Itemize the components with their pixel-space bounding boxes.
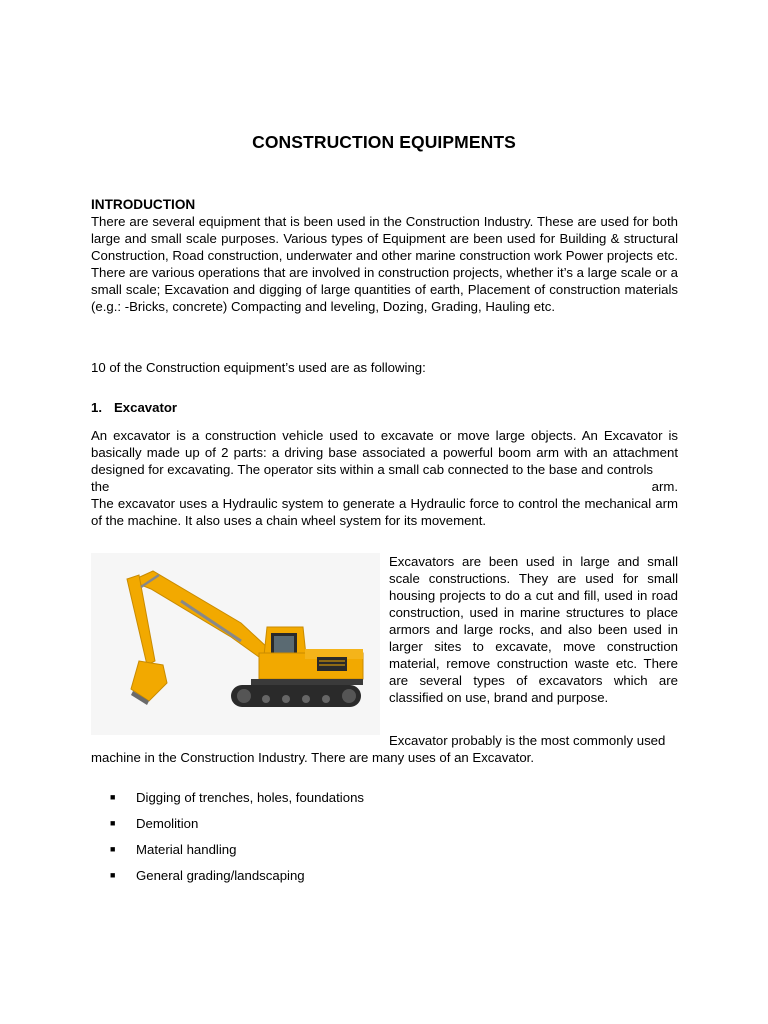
list-item [110, 841, 364, 867]
list-item [110, 867, 364, 893]
excavator-closing-line-1: Excavator probably is the most commonly used [389, 733, 666, 748]
list-intro-text: 10 of the Construction equipment’s used are as following: [91, 360, 426, 375]
introduction-section [91, 196, 678, 315]
bullet-icon: ■ [110, 792, 116, 802]
excavator-illustration [91, 553, 380, 735]
excavator-paragraph-2: The excavator uses a Hydraulic system to generate a Hydraulic force to control the mechanical arm of the machine. It also uses a chain wheel system for its movement. [91, 496, 678, 528]
list-item-text: Material handling [136, 842, 237, 857]
section-title: Excavator [114, 400, 178, 415]
list-item-text: General grading/landscaping [136, 868, 305, 883]
excavator-image [91, 553, 380, 735]
introduction-heading: INTRODUCTION [91, 197, 196, 212]
excavator-uses-list [110, 789, 364, 893]
excavator-heading [91, 399, 177, 416]
excavator-paragraph-1: An excavator is a construction vehicle used to excavate or move large objects. An Excavator is basically made up of 2 parts: a driving base associated a powerful boom arm with an attachment designed for excavating. The operator sits within a small cab connected to the base and controls [91, 428, 678, 477]
excavator-closing-line-2: machine in the Construction Industry. There are many uses of an Excavator. [91, 750, 534, 765]
excavator-uses-paragraph: Excavators are been used in large and small scale constructions. They are used for small housing projects to do a cut and fill, used in road construction, used in marine structures to place armors and large rocks, and also been used in larger sites to excavate, move construction material, remove construction waste etc. There are several types of excavators which are classified on use, brand and purpose. [389, 554, 678, 705]
list-item-text: Digging of trenches, holes, foundations [136, 790, 364, 805]
list-item [110, 815, 364, 841]
excavator-closing [91, 732, 678, 766]
bullet-icon: ■ [110, 844, 116, 854]
bullet-icon: ■ [110, 870, 116, 880]
document-title: CONSTRUCTION EQUIPMENTS [252, 132, 516, 152]
excavator-paragraph-1-lastline: the arm. [91, 479, 678, 494]
section-number: 1. [91, 400, 102, 415]
excavator-description [91, 427, 678, 529]
list-item [110, 789, 364, 815]
introduction-paragraph: There are several equipment that is been used in the Construction Industry. These are used for both large and small scale purposes. Various types of Equipment are been used for Building & structural Construction, Road construction, underwater and other marine construction work Power projects etc. There are various operations that are involved in construction projects, whether it’s a large scale or a small scale; Excavation and digging of large quantities of earth, Placement of construction materials (e.g.: -Bricks, concrete) Compacting and leveling, Dozing, Grading, Hauling etc. [91, 214, 678, 314]
list-item-text: Demolition [136, 816, 199, 831]
bullet-icon: ■ [110, 818, 116, 828]
